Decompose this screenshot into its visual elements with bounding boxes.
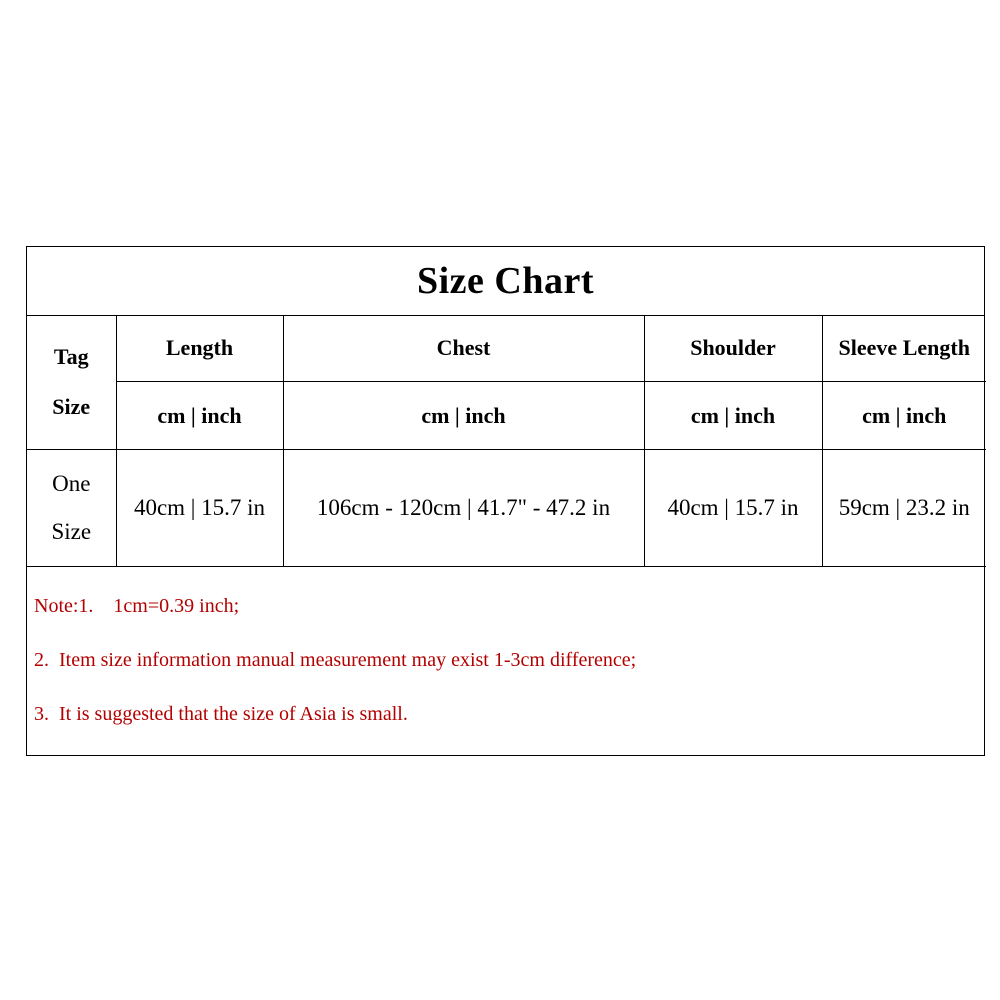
chart-title: Size Chart: [27, 247, 984, 316]
value-shoulder: 40cm | 15.7 in: [644, 450, 822, 567]
column-header-shoulder: Shoulder: [644, 315, 822, 382]
units-row: [27, 382, 986, 450]
column-header-length: Length: [116, 315, 283, 382]
tag-size-header: [27, 315, 116, 450]
size-label: Size: [51, 519, 92, 544]
notes-section: [27, 569, 984, 755]
header-row: [27, 315, 986, 382]
size-table: [27, 315, 986, 567]
unit-chest: cm | inch: [283, 382, 644, 450]
column-header-sleeve-length: Sleeve Length: [822, 315, 986, 382]
tag-label: Tag: [53, 344, 89, 369]
value-sleeve-length: 59cm | 23.2 in: [822, 450, 986, 567]
one-label: One: [52, 471, 91, 496]
size-chart: [26, 246, 985, 756]
size-label: Size: [52, 394, 91, 419]
unit-sleeve-length: cm | inch: [822, 382, 986, 450]
note-line-3: 3. It is suggested that the size of Asia is small.: [34, 703, 408, 725]
unit-shoulder: cm | inch: [644, 382, 822, 450]
value-chest: 106cm - 120cm | 41.7" - 47.2 in: [283, 450, 644, 567]
table-row: [27, 450, 986, 567]
row-label-one-size: [27, 450, 116, 567]
value-length: 40cm | 15.7 in: [116, 450, 283, 567]
column-header-chest: Chest: [283, 315, 644, 382]
note-line-1: Note:1. 1cm=0.39 inch;: [34, 595, 240, 617]
note-line-2: 2. Item size information manual measurement may exist 1-3cm difference;: [34, 649, 637, 671]
unit-length: cm | inch: [116, 382, 283, 450]
